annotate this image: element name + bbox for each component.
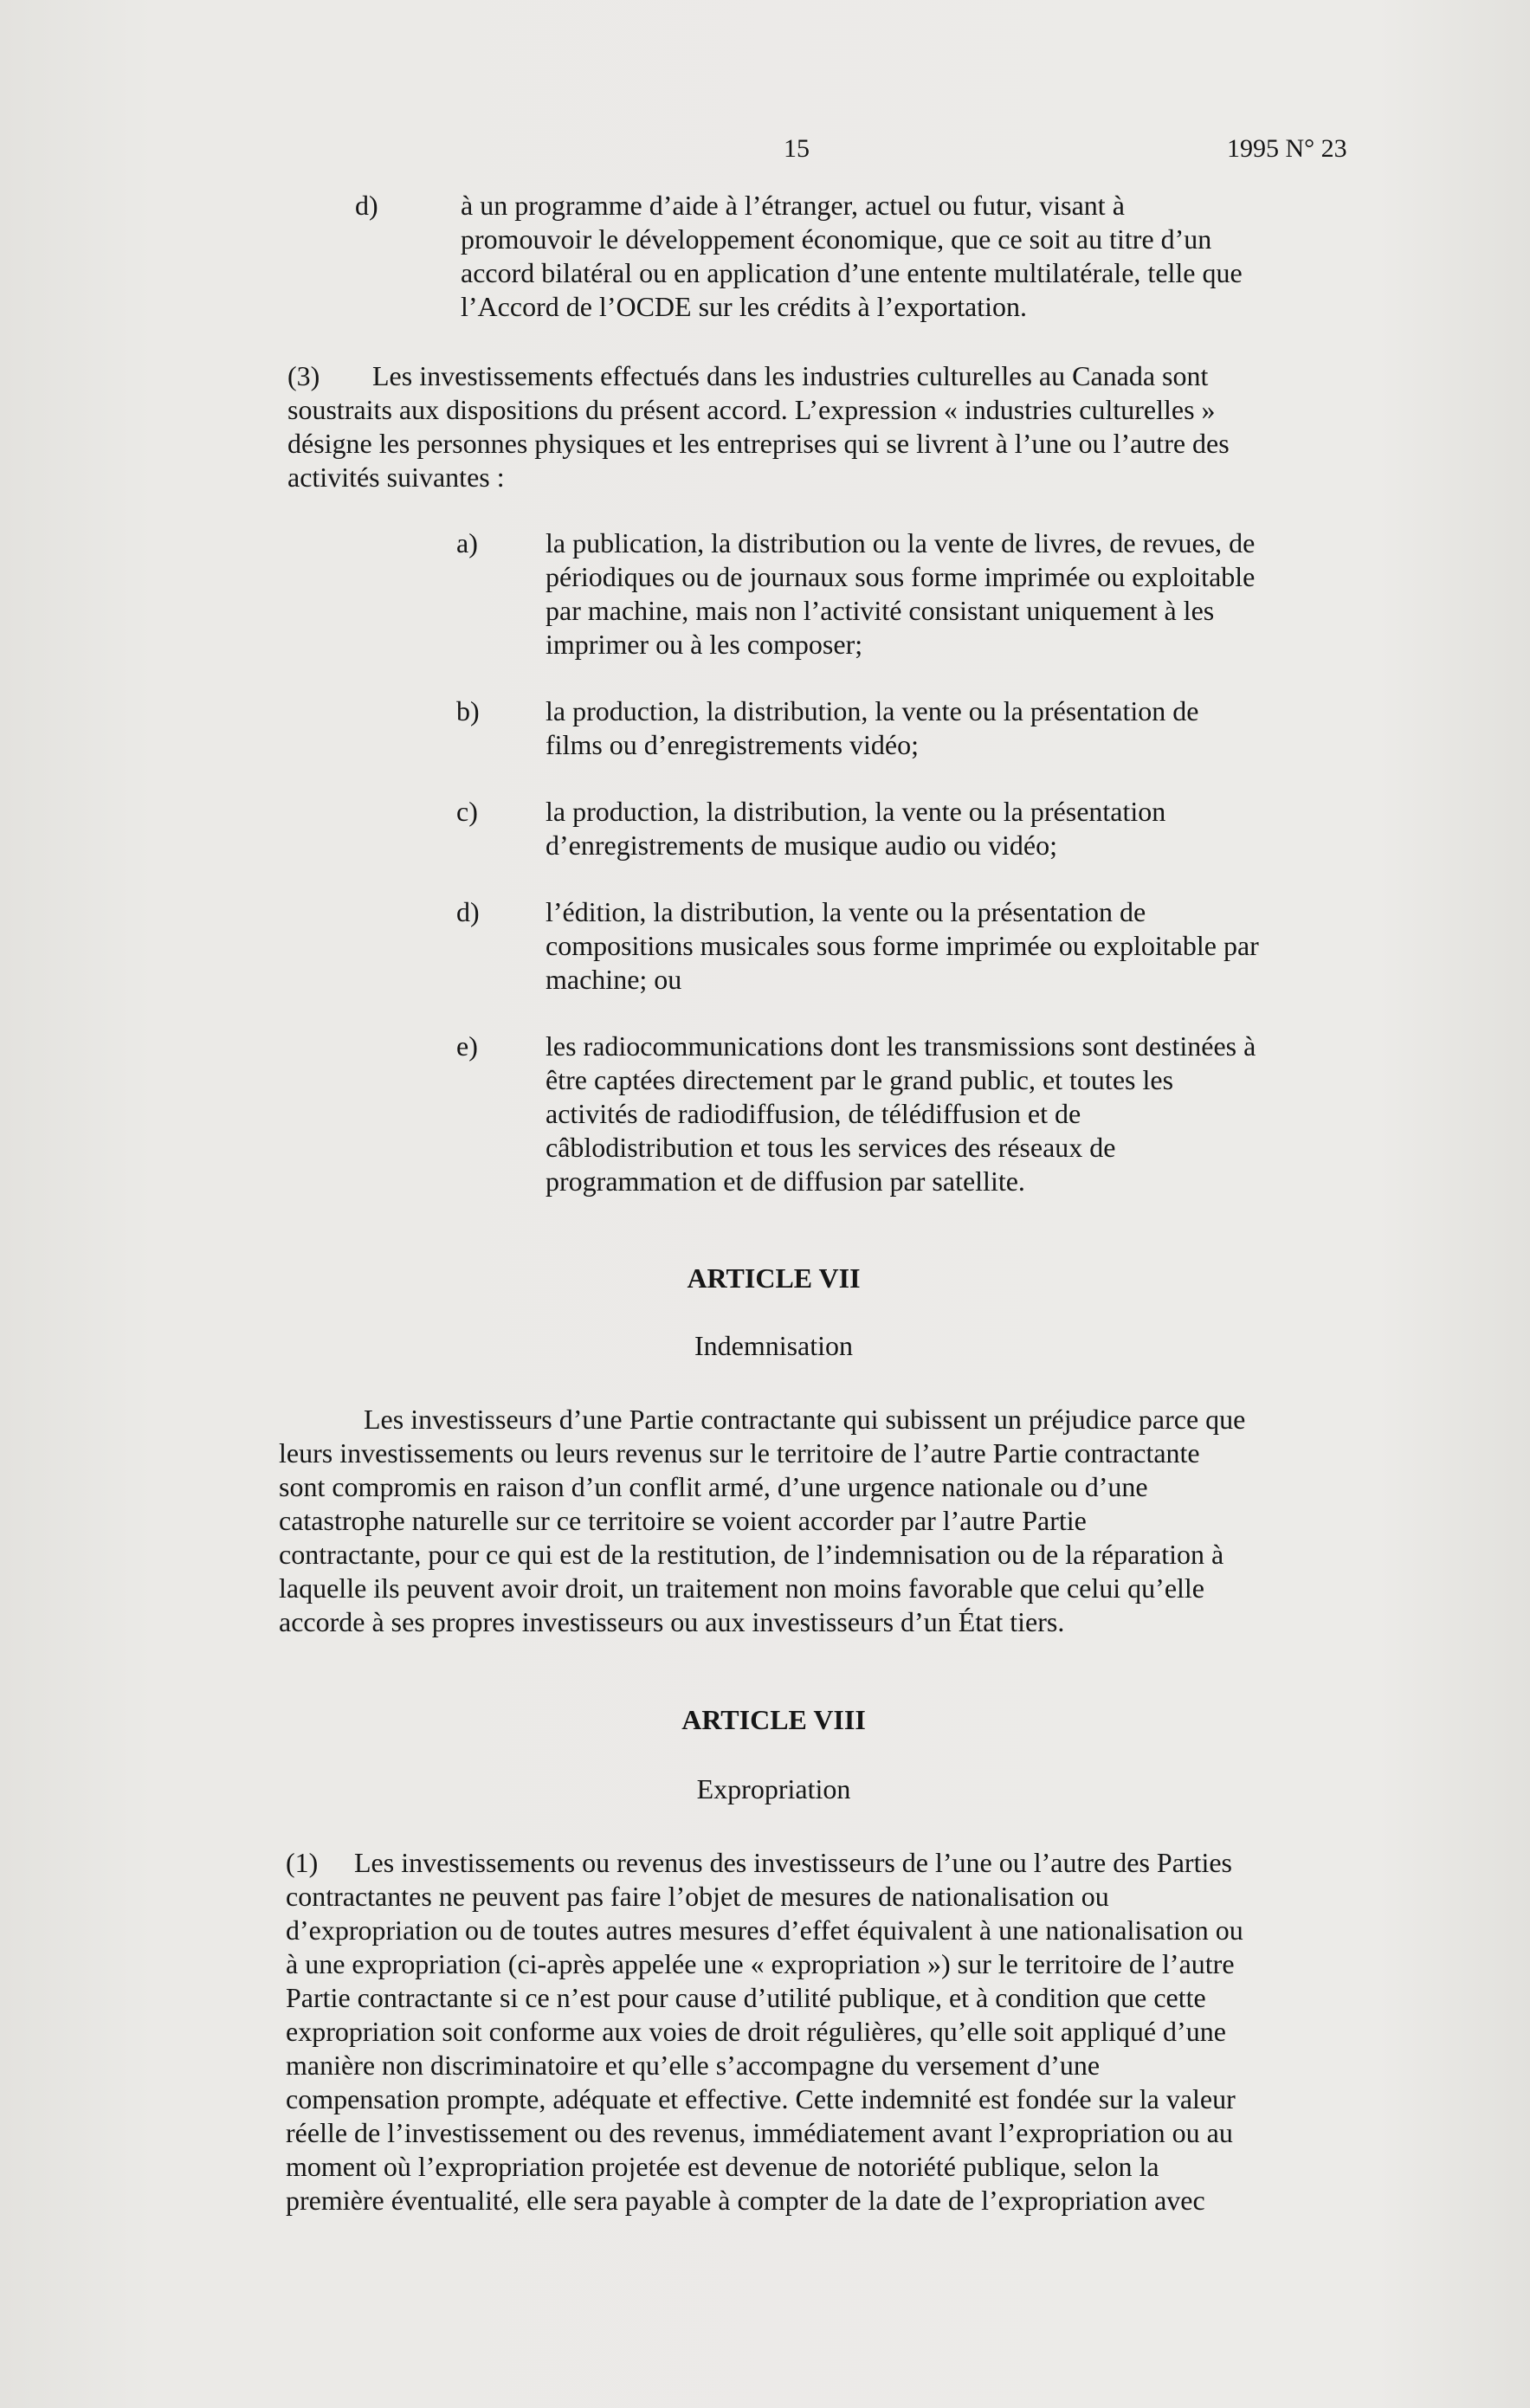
text-line: câblodistribution et tous les services des réseaux de — [546, 1132, 1116, 1163]
article-8-para-1-number: (1) — [286, 1847, 319, 1878]
cultural-item-a — [546, 526, 1255, 662]
text-line: sont compromis en raison d’un conflit armé, d’une urgence nationale ou d’une — [279, 1471, 1148, 1502]
text-line: les radiocommunications dont les transmissions sont destinées à — [546, 1030, 1256, 1062]
text-line: périodiques ou de journaux sous forme imprimée ou exploitable — [546, 561, 1256, 592]
cultural-item-d — [546, 895, 1259, 997]
article-8-heading: ARTICLE VIII — [681, 1704, 866, 1735]
text-line: contractante, pour ce qui est de la restitution, de l’indemnisation ou de la réparation à — [279, 1539, 1224, 1570]
text-line: compensation prompte, adéquate et effective. Cette indemnité est fondée sur la valeur — [286, 2083, 1236, 2114]
text-line: Partie contractante si ce n’est pour cause d’utilité publique, et à condition que cette — [286, 1982, 1206, 2013]
text-line: à un programme d’aide à l’étranger, actuel ou futur, visant à — [461, 190, 1125, 221]
text-line: soustraits aux dispositions du présent accord. L’expression « industries culturelles » — [287, 394, 1216, 425]
article-8-subheading: Expropriation — [696, 1773, 851, 1804]
text-line: Les investissements effectués dans les industries culturelles au Canada sont — [372, 360, 1209, 391]
article-7-subheading: Indemnisation — [694, 1330, 854, 1361]
text-line: contractantes ne peuvent pas faire l’objet de mesures de nationalisation ou — [286, 1881, 1109, 1912]
text-line: la production, la distribution, la vente ou la présentation de — [546, 695, 1199, 726]
text-line: manière non discriminatoire et qu’elle s’accompagne du versement d’une — [286, 2050, 1101, 2081]
text-line: activités suivantes : — [287, 462, 505, 493]
text-line: Les investissements ou revenus des investisseurs de l’une ou l’autre des Parties — [354, 1847, 1232, 1878]
item-d-intro-label: d) — [355, 190, 378, 221]
text-line: d’expropriation ou de toutes autres mesures d’effet équivalent à une nationalisation ou — [286, 1914, 1243, 1946]
cultural-item-e-label: e) — [456, 1030, 478, 1062]
text-line: réelle de l’investissement ou des revenus, immédiatement avant l’expropriation ou au — [286, 2117, 1233, 2148]
text-line: par machine, mais non l’activité consistant uniquement à les — [546, 595, 1215, 626]
text-line: leurs investissements ou leurs revenus sur le territoire de l’autre Partie contractante — [279, 1437, 1200, 1469]
cultural-item-b — [546, 694, 1198, 762]
text-line: l’édition, la distribution, la vente ou la présentation de — [546, 896, 1146, 927]
cultural-item-e — [546, 1030, 1256, 1198]
text-line: activités de radiodiffusion, de télédiffusion et de — [546, 1098, 1081, 1129]
article-7-heading: ARTICLE VII — [687, 1262, 861, 1294]
paragraph-3-number: (3) — [287, 360, 320, 391]
document-reference: 1995 N° 23 — [1227, 134, 1347, 163]
text-line: première éventualité, elle sera payable à compter de la date de l’expropriation avec — [286, 2185, 1205, 2216]
text-line: Les investisseurs d’une Partie contractante qui subissent un préjudice parce que — [364, 1404, 1246, 1435]
article-7-text — [279, 1403, 1245, 1639]
text-line: accord bilatéral ou en application d’une entente multilatérale, telle que — [461, 257, 1243, 288]
text-line: accorde à ses propres investisseurs ou aux investisseurs d’un État tiers. — [279, 1606, 1065, 1637]
text-line: moment où l’expropriation projetée est devenue de notoriété publique, selon la — [286, 2151, 1159, 2182]
item-d-intro-text — [461, 189, 1243, 324]
page-number: 15 — [784, 134, 810, 163]
text-line: imprimer ou à les composer; — [546, 629, 863, 660]
text-line: la production, la distribution, la vente ou la présentation — [546, 796, 1166, 827]
text-line: compositions musicales sous forme imprimée ou exploitable par — [546, 930, 1259, 961]
text-line: laquelle ils peuvent avoir droit, un traitement non moins favorable que celui qu’elle — [279, 1572, 1204, 1604]
cultural-item-a-label: a) — [456, 527, 478, 558]
text-line: promouvoir le développement économique, que ce soit au titre d’un — [461, 223, 1212, 255]
text-line: d’enregistrements de musique audio ou vidéo; — [546, 830, 1057, 861]
text-line: être captées directement par le grand public, et toutes les — [546, 1064, 1174, 1095]
text-line: la publication, la distribution ou la vente de livres, de revues, de — [546, 527, 1256, 558]
text-line: désigne les personnes physiques et les entreprises qui se livrent à l’une ou l’autre des — [287, 428, 1230, 459]
paragraph-3 — [287, 359, 1230, 494]
cultural-item-d-label: d) — [456, 896, 480, 927]
cultural-item-c-label: c) — [456, 796, 478, 827]
text-line: films ou d’enregistrements vidéo; — [546, 729, 920, 760]
text-line: programmation et de diffusion par satellite. — [546, 1165, 1025, 1197]
text-line: expropriation soit conforme aux voies de droit régulières, qu’elle soit appliqué d’une — [286, 2016, 1226, 2047]
text-line: à une expropriation (ci-après appelée une « expropriation ») sur le territoire de l’autre — [286, 1948, 1235, 1979]
cultural-item-c — [546, 795, 1165, 862]
text-line: l’Accord de l’OCDE sur les crédits à l’exportation. — [461, 291, 1028, 322]
text-line: machine; ou — [546, 964, 682, 995]
text-line: catastrophe naturelle sur ce territoire se voient accorder par l’autre Partie — [279, 1505, 1087, 1536]
cultural-item-b-label: b) — [456, 695, 480, 726]
article-8-text — [286, 1846, 1243, 2218]
